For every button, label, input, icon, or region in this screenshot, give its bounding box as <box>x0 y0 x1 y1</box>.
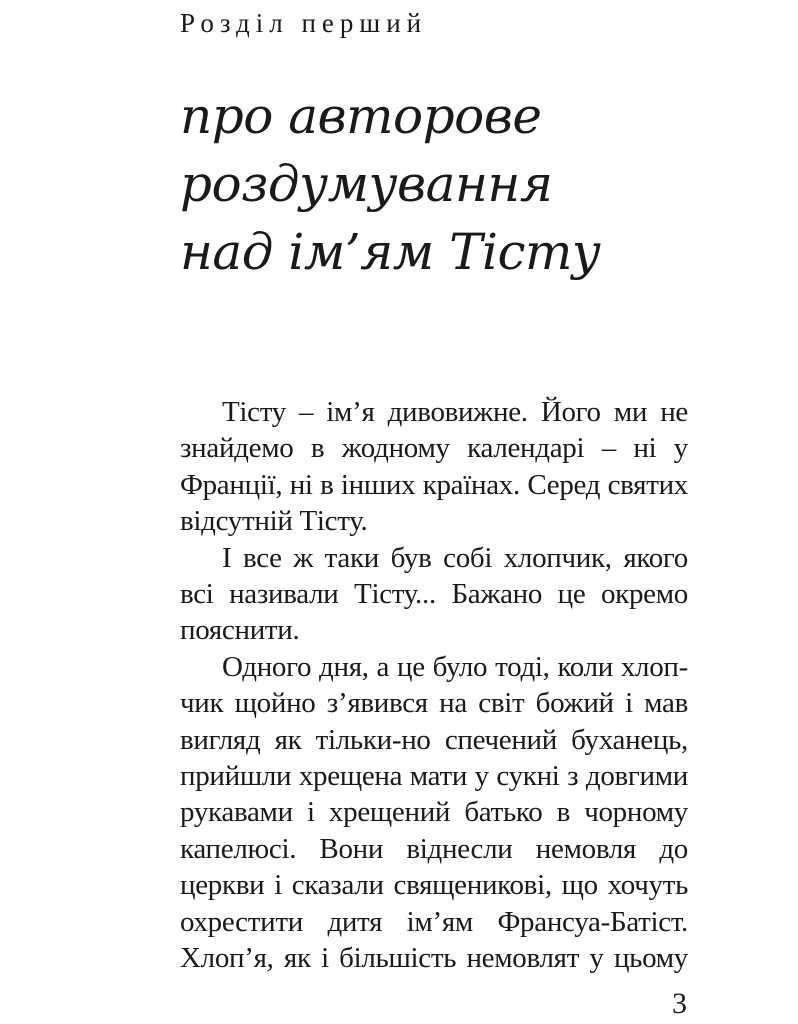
chapter-title <box>180 82 600 286</box>
page-number: 3 <box>672 987 687 1020</box>
body-text <box>180 394 688 977</box>
text-line: всі називали Тісту... Бажано це окремо <box>180 578 688 611</box>
text-line: Тісту – ім’я дивовижне. Його ми не <box>222 396 688 428</box>
text-line: Франції, ні в інших країнах. Серед святих <box>180 468 688 501</box>
text-line: прийшли хрещена мати у сукні з довгими <box>180 760 688 793</box>
chapter-label: Розділ перший <box>180 8 428 38</box>
text-line: І все ж таки був собі хлопчик, якого <box>222 541 688 574</box>
title-line: про авторове <box>180 87 542 145</box>
text-line: знайдемо в жодному календарі – ні у <box>180 432 688 465</box>
text-line: капелюсі. Вони віднесли немовля до <box>180 832 688 865</box>
text-line: рукавами і хрещений батько в чорному <box>180 796 688 829</box>
text-line: охрестити дитя ім’ям Франсуа-Батіст. <box>180 905 688 938</box>
text-line: відсутній Тісту. <box>180 505 368 538</box>
text-line: церкви і сказали священикові, що хочуть <box>180 869 688 902</box>
text-line: пояснити. <box>180 614 300 647</box>
title-line: над ім’ям Тісту <box>180 223 601 281</box>
text-line: Одного дня, а це було тоді, коли хлоп- <box>222 650 688 683</box>
text-line: вигляд як тільки-но спечений буханець, <box>180 723 688 756</box>
title-line: роздумування <box>180 155 553 213</box>
text-line: Хлоп’я, як і більшість немовлят у цьому <box>180 942 688 975</box>
text-line: чик щойно з’явився на світ божий і мав <box>180 687 688 720</box>
